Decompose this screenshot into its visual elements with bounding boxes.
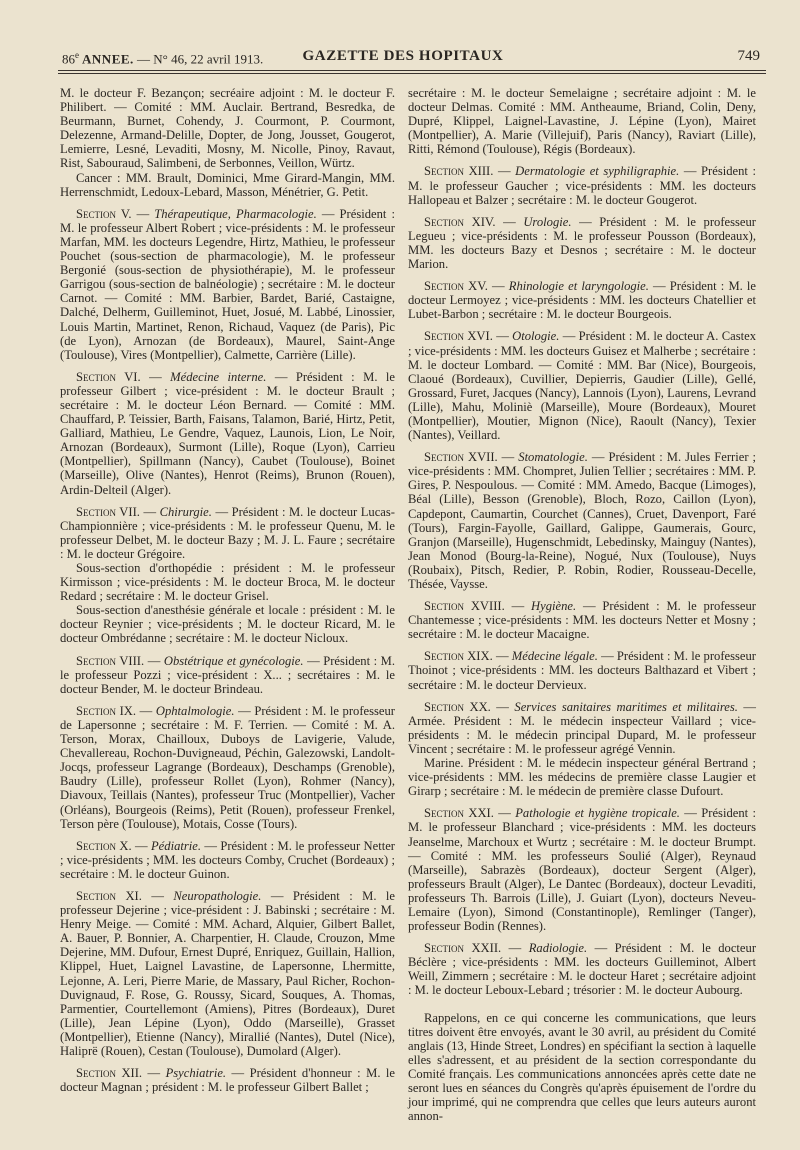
year-suffix: e [75, 50, 79, 60]
paragraph-text: — Président : M. le professeur Dejerine ; vice-président : J. Babinski ; secrétaire : M. Henry Meige. — Comité : MM. Achard, Alquier, Gilbert Ballet, A. Bauer, P. Bonnier, A. Charpentier, H. Claude, Crouzon, Mme Dejerine, MM. Dufour, Ernest Dupré, Enriquez, Guillain, Hallion, Klippel, Huet, Laignel Lavastine, de Lapersonne, Lhermitte, Lejonne, A. Leri, Pierre Marie, de Massary, Paul Richer, Rochon-Duvignaud, F. Rose, G. Roussy, Sicard, Souques, A. Thomas, Parmentier, Courtellemont (Amiens), Pitres (Bordeaux), Duret (Lille), Jean Lépine (Lyon), Oddo (Marseille), Grasset (Montpellier), Etienne (Nancy), Mirallié (Nantes), Dutel (Nice), Haliprë (Rouen), Cestan (Toulouse), Dumolard (Alger). [60, 888, 396, 1058]
section-label: Section XII. [76, 1066, 143, 1081]
section-label: Section XIII. [424, 164, 494, 179]
paragraph-text: — Président : M. le professeur Pozzi ; vice-président : X... ; secrétaires : M. le docteur Bender, M. le docteur Brindeau. [60, 653, 396, 696]
paragraph-text: — Président : M. le professeur Netter ; vice-présidents ; MM. les docteurs Comby, Cruchet (Bordeaux) ; secrétaire : M. le docteur Guinon. [60, 838, 395, 881]
paragraph-text: — Président : M. le professeur Chantemesse ; vice-présidents : MM. les docteurs Netter et Mosny ; secrétaire : M. le docteur Macaigne. [408, 599, 756, 642]
paragraph: Section XV. — Rhinologie et laryngologie. — Président : M. le docteur Lermoyez ; vice-présidents : MM. les docteurs Chatellier et Lubet-Barbon ; secrétaire : M. le docteur Bourgeois. [408, 279, 757, 322]
paragraph-text: — Président : M. le professeur Gilbert ; vice-président : M. le docteur Brault ; secrétaire : M. le docteur Léon Bernard. — Comité : MM. Chauffard, P. Teissier, Barth, Faisans, Talamon, Barié, Hirtz, Petit, Galliard, Mathieu, Le Gendre, Vaquez, Launois, Lion, Le Noir, Arnozan (Bordeaux), Surmont (Lille), Roque (Lyon), Carrieu (Montpellier), Spillmann (Nancy), Caubet (Toulouse), Boinet (Marseille), Olive (Nantes), Henrot (Reims), Brunon (Rouen), Ardin-Delteil (Alger). [60, 369, 396, 497]
section-topic: Thérapeutique, Pharmacologie. [154, 206, 317, 221]
section-topic: Stomatologie. [518, 450, 588, 465]
left-column [60, 86, 395, 1094]
paragraph: Section XX. — Services sanitaires maritimes et militaires. — Armée. Président : M. le médecin inspecteur Vaillard ; vice-présidents : M. le médecin principal Dupard, M. le professeur Vincent ; secrétaire : M. le professeur agrégé Vennin. [408, 699, 756, 756]
paragraph: Section IX. — Ophtalmologie. — Président : M. le professeur de Lapersonne ; secrétaire : M. F. Terrien. — Comité : M. A. Terson, Morax, Chailloux, Duboys de Lavigerie, Valude, Chevallereau, Rochon-Duvigneaud, Péchin, Galezowski, Landolt-Jocqs, professeur Lagrange (Bordeaux), Deschamps (Grenoble), Baudry (Lille), professeur Rollet (Lyon), Rohmer (Nancy), Diavoux, Teillais (Nantes), professeur Truc (Montpellier), Vacher (Orléans), Bourgeois (Reims), Petit (Rouen), professeur Frenkel, Terson père (Toulouse), Motais, Cosse (Tours). [60, 703, 396, 831]
paragraph-text: — Président d'honneur : M. le docteur Magnan ; président : M. le professeur Gilbert Ballet ; [60, 1066, 396, 1095]
paragraph [60, 86, 395, 171]
paragraph: Section VI. — Médecine interne. — Président : M. le professeur Gilbert ; vice-président : M. le docteur Brault ; secrétaire : M. le docteur Léon Bernard. — Comité : MM. Chauffard, P. Teissier, Barth, Faisans, Talamon, Barié, Hirtz, Petit, Galliard, Mathieu, Le Gendre, Vaquez, Launois, Lion, Le Noir, Arnozan (Bordeaux), Surmont (Lille), Roque (Lyon), Carrieu (Montpellier), Spillmann (Nancy), Caubet (Toulouse), Boinet (Marseille), Olive (Nantes), Henrot (Reims), Brunon (Rouen), Ardin-Delteil (Alger). [60, 369, 396, 497]
paragraph-text: — Armée. Président : M. le médecin inspecteur Vaillard ; vice-présidents : M. le médecin principal Dupard, M. le professeur Vincent ; secrétaire : M. le professeur agrégé Vennin. [408, 699, 756, 756]
section-topic: Neuropathologie. [173, 888, 262, 903]
section-label: Section IX. [76, 703, 137, 718]
paragraph-text: Sous-section d'orthopédie : président : M. le professeur Kirmisson ; vice-présidents : M. le docteur Broca, M. le docteur Redard ; secrétaire : M. le docteur Grisel. [60, 561, 395, 604]
paragraph [60, 603, 395, 645]
paragraph-text: — Président : M. le professeur Legueu ; vice-présidents : M. le professeur Pousson (Bordeaux), MM. les docteurs Bazy et Desnos ; secrétaire : M. le docteur Marion. [408, 214, 756, 272]
paragraph: Section XVI. — Otologie. — Président : M. le docteur A. Castex ; vice-présidents : MM. les docteurs Guisez et Malherbe ; secrétaire : M. le docteur Lombard. — Comité : MM. Bar (Nice), Bourgeois, Claoué (Bordeaux), Cuvillier, Depierris, Gaudier (Lille), Gellé, Grossard, Furet, Jacques (Nancy), Lannois (Lyon), Laurens, Levrand (Lille), Mahu, Moliniè (Marseille), Moure (Bordeaux), Mouret (Montpellier), Moutier, Mignon (Nice), Raoult (Nancy), Texier (Nantes), Veillard. [408, 329, 757, 443]
paragraph-text: — Président : M. le professeur Blanchard ; vice-présidents : MM. les docteurs Jeanselme, Marchoux et Wurtz ; secrétaire : M. le docteur Brumpt. — Comité : MM. les professeurs Soulié (Alger), Reynaud (Marseille), Sabrazès (Bordeaux), docteur Sergent (Alger), professeurs Brault (Alger), Le Dantec (Bordeaux), docteur Levaditi, professeurs Th. Barrois (Lille), J. Guiart (Lyon), docteurs Neveu-Lemaire (Lyon), Simond (Constantinople), Remlinger (Tanger), professeur Bodin (Rennes). [408, 806, 756, 934]
page-header [34, 44, 772, 68]
section-label: Section V. [76, 206, 132, 221]
section-label: Section XXI. [424, 806, 494, 821]
paragraph-text: — Président : M. le docteur Béclère ; vice-présidents : MM. les docteurs Guilleminot, Albert Weill, Zimmern ; secrétaire : M. le docteur Haret ; secrétaire adjoint : M. le docteur Leboux-Lebard ; trésorier : M. le docteur Aubourg. [408, 941, 757, 998]
paragraph-text: — Président : M. le docteur Lermoyez ; vice-présidents : MM. les docteurs Chatellier et Lubet-Barbon ; secrétaire : M. le docteur Bourgeois. [408, 279, 757, 322]
paragraph: Section XIV. — Urologie. — Président : M. le professeur Legueu ; vice-présidents : M. le professeur Pousson (Bordeaux), MM. les docteurs Bazy et Desnos ; secrétaire : M. le docteur Marion. [408, 214, 756, 272]
section-topic: Pathologie et hygiène tropicale. [515, 806, 680, 821]
section-label: Section VI. [76, 369, 141, 384]
section-topic: Hygiène. [531, 599, 577, 614]
section-label: Section XX. [424, 699, 491, 714]
paragraph [60, 561, 395, 603]
paragraph-text: — Président : M. le docteur Lucas-Championnière ; vice-présidents : M. le professeur Quenu, M. le professeur Delbet, M. le docteur Bazy ; M. J. L. Faure ; secrétaire : M. le docteur Grégoire. [60, 504, 395, 561]
section-label: Section XV. [424, 279, 488, 294]
paragraph-text: — Président : M. le professeur Thoinot ; vice-présidents : MM. les docteurs Balthazard et Vibert ; secrétaire : M. le docteur Dervieux. [408, 649, 756, 692]
paragraph: Section VII. — Chirurgie. — Président : M. le docteur Lucas-Championnière ; vice-présidents : M. le professeur Quenu, M. le professeur Delbet, M. le docteur Bazy ; M. J. L. Faure ; secrétaire : M. le docteur Grégoire. [60, 504, 395, 561]
paragraph-text: Cancer : MM. Brault, Dominici, Mme Girard-Mangin, MM. Herrenschmidt, Ledoux-Lebard, Masson, Ménétrier, G. Petit. [60, 170, 395, 199]
paragraph-text: Rappelons, en ce qui concerne les communications, que leurs titres doivent être envoyés, avant le 30 avril, au président du Comité anglais (13, Hinde Street, Londres) en spécifiant la section à laquelle elles s'adressent, et au président de la section correspondante du Comité français. Les communications annoncées après cette date ne seront lues en séances du Congrès qu'après épuisement de l'ordre du jour imprimé, qui ne comprendra que celles que leurs auteurs auront annon- [408, 1010, 756, 1124]
section-topic: Psychiatrie. [165, 1066, 227, 1081]
paragraph: Section XVIII. — Hygiène. — Président : M. le professeur Chantemesse ; vice-présidents : MM. les docteurs Netter et Mosny ; secrétaire : M. le docteur Macaigne. [408, 599, 756, 642]
paragraph: Section XII. — Psychiatrie. — Président d'honneur : M. le docteur Magnan ; président : M. le professeur Gilbert Ballet ; [60, 1066, 396, 1095]
paragraph: Section XIII. — Dermatologie et syphiligraphie. — Président : M. le professeur Gaucher ; vice-présidents : MM. les docteurs Hallopeau et Balzer ; secrétaire : M. le docteur Gougerot. [408, 164, 756, 207]
paragraph [408, 86, 756, 156]
year-number: 86 [62, 51, 75, 67]
section-topic: Urologie. [523, 214, 572, 229]
paragraph: Section V. — Thérapeutique, Pharmacologie. — Président : M. le professeur Albert Robert ; vice-présidents : M. le professeur Marfan, MM. les docteurs Legendre, Hirtz, Mathieu, le professeur Pouchet (sous-section de pharmacologie), M. le professeur Bergonié (sous-section de physiothérapie), M. le professeur Garrigou (sous-section de balnéologie) ; secrétaire : M. le docteur Carnot. — Comité : MM. Barbier, Bardet, Barié, Castaigne, Dalché, Delherm, Guilleminot, Huet, Josué, M. Labbé, Linossier, Louis Martin, Martinet, Renon, Richaud, Vaquez (de Paris), Pic (de Lyon), Arnozan (de Bordeaux), Maurel, Saint-Ange (Toulouse), Vires (Montpellier), Calmette, Carrière (Lille). [60, 206, 395, 362]
section-topic: Chirurgie. [159, 504, 212, 519]
section-topic: Radiologie. [528, 941, 588, 956]
paragraph-text: — Président : M. Jules Ferrier ; vice-présidents : MM. Chompret, Julien Tellier ; secrétaires : MM. P. Gires, P. Nespoulous. — Comité : MM. Amedo, Bacque (Limoges), Béal (Lille), Besson (Grenoble), Bloch, Rozo, Caillon (Lyon), Capdepont, Caumartin, Courchet (Cannes), Cruet, Davenport, Faré (Tours), Fargin-Fayolle, Gaillard, Galippe, Gaumerais, Gourc, Granjon (Marseille), Hugenschmidt, Lebedinsky, Mainguy (Nantes), Jean Monod (Bourg-la-Reine), Nogué, Nux (Toulouse), Nuys (Roubaix), Pitsch, Redier, P. Robin, Rodier, Rousseau-Decelle, Thésée, Vaysse. [408, 450, 756, 591]
section-topic: Obstétrique et gynécologie. [163, 653, 304, 668]
paragraph: Section XI. — Neuropathologie. — Président : M. le professeur Dejerine ; vice-président : J. Babinski ; secrétaire : M. Henry Meige. — Comité : MM. Achard, Alquier, Gilbert Ballet, A. Bauer, P. Bonnier, A. Charpentier, H. Claude, Crouzon, Mme Dejerine, MM. Dufour, Ernest Dupré, Enriquez, Guillain, Hallion, Klippel, Huet, Laignel Lavastine, de Lapersonne, Lhermitte, Lejonne, A. Leri, Pierre Marie, de Massary, Paul Richer, Rochon-Duvignaud, F. Rose, G. Roussy, Sicard, Souques, A. Thomas, Parmentier, Courtellemont (Amiens), Pitres (Bordeaux), Duret (Lille), Jean Lépine (Lyon), Oddo (Marseille), Grasset (Montpellier), Etienne (Nancy), Mirallié (Nantes), Dutel (Nice), Haliprë (Rouen), Cestan (Toulouse), Dumolard (Alger). [60, 888, 396, 1058]
paragraph-text: secrétaire : M. le docteur Semelaigne ; secrétaire adjoint : M. le docteur Delmas. Comité : MM. Antheaume, Briand, Colin, Deny, Dupré, Klippel, Laignel-Lavastine, J. Lépine (Lyon), Mairet (Montpellier), A. Marie (Villejuif), Paris (Nancy), Raviart (Lille), Ritti, Rémond (Toulouse), Régis (Bordeaux). [408, 86, 756, 157]
section-label: Section X. [76, 838, 132, 853]
section-label: Section XI. [76, 888, 142, 903]
page-number: 749 [737, 48, 760, 64]
section-topic: Pédiatrie. [150, 838, 201, 853]
section-label: Section VIII. [76, 653, 145, 668]
paragraph-text: — Président : M. le docteur A. Castex ; vice-présidents : MM. les docteurs Guisez et Malherbe ; secrétaire : M. le docteur Lombard. — Comité : MM. Bar (Nice), Bourgeois, Claoué (Bordeaux), Cuvillier, Depierris, Gaudier (Lille), Gellé, Grossard, Furet, Jacques (Nancy), Lannois (Lyon), Laurens, Levrand (Lille), Mahu, Moliniè (Marseille), Moure (Bordeaux), Mouret (Montpellier), Moutier, Mignon (Nice), Raoult (Nancy), Texier (Nantes), Veillard. [408, 329, 757, 443]
paragraph-text: M. le docteur F. Bezançon; secréaire adjoint : M. le docteur F. Philibert. — Comité : MM. Auclair. Bertrand, Besredka, de Beurmann, Burnet, Cohendy, J. Courmont, P. Courmont, Delezenne, Armand-Delille, Dopter, de Jong, Jousset, Gougerot, Lemierre, Lesné, Levaditi, Mosny, M. Nicolle, Pinoy, Ravaut, Rist, Sabouraud, Salimbeni, de Serbonnes, Veillon, Würtz. [60, 86, 395, 171]
section-label: Section XVI. [424, 329, 493, 344]
paragraph: Section X. — Pédiatrie. — Président : M. le professeur Netter ; vice-présidents ; MM. les docteurs Comby, Cruchet (Bordeaux) ; secrétaire : M. le docteur Guinon. [60, 838, 395, 881]
paragraph: Section XIX. — Médecine légale. — Président : M. le professeur Thoinot ; vice-présidents : MM. les docteurs Balthazard et Vibert ; secrétaire : M. le docteur Dervieux. [408, 649, 756, 692]
section-label: Section XXII. [424, 941, 502, 956]
section-label: Section XVII. [424, 450, 498, 465]
paragraph: Section XXI. — Pathologie et hygiène tropicale. — Président : M. le professeur Blanchard ; vice-présidents : MM. les docteurs Jeanselme, Marchoux et Wurtz ; secrétaire : M. le docteur Brumpt. — Comité : MM. les professeurs Soulié (Alger), Reynaud (Marseille), Sabrazès (Bordeaux), docteur Sergent (Alger), professeurs Brault (Alger), Le Dantec (Bordeaux), docteur Levaditi, professeurs Th. Barrois (Lille), J. Guiart (Lyon), docteurs Neveu-Lemaire (Lyon), Simond (Constantinople), Remlinger (Tanger), professeur Bodin (Rennes). [408, 806, 756, 934]
section-topic: Médecine légale. [511, 649, 598, 664]
section-label: Section XIV. [424, 214, 496, 229]
paragraph-text: — Président : M. le professeur Albert Robert ; vice-présidents : M. le professeur Marfan, MM. les docteurs Legendre, Hirtz, Mathieu, le professeur Pouchet (sous-section de pharmacologie), M. le professeur Bergonié (sous-section de physiothérapie), M. le professeur Garrigou (sous-section de balnéologie) ; secrétaire : M. le docteur Carnot. — Comité : MM. Barbier, Bardet, Barié, Castaigne, Dalché, Delherm, Guilleminot, Huet, Josué, M. Labbé, Linossier, Louis Martin, Martinet, Renon, Richaud, Vaquez (de Paris), Pic (de Lyon), Arnozan (de Bordeaux), Maurel, Saint-Ange (Toulouse), Vires (Montpellier), Calmette, Carrière (Lille). [60, 206, 395, 362]
paragraph: Section XXII. — Radiologie. — Président : M. le docteur Béclère ; vice-présidents : MM. les docteurs Guilleminot, Albert Weill, Zimmern ; secrétaire : M. le docteur Haret ; secrétaire adjoint : M. le docteur Leboux-Lebard ; trésorier : M. le docteur Aubourg. [408, 941, 757, 998]
header-rule [58, 70, 766, 71]
header-rule-thin [58, 73, 766, 74]
paragraph-text: Sous-section d'anesthésie générale et locale : président : M. le docteur Reynier ; vice-présidents ; M. le docteur Ricard, M. le docteur Ombrédanne ; secrétaire : M. le docteur Nicloux. [60, 603, 395, 646]
year-word: ANNEE. [79, 51, 134, 67]
section-label: Section XVIII. [424, 599, 505, 614]
section-topic: Otologie. [512, 329, 560, 344]
paragraph [408, 756, 756, 798]
section-topic: Services sanitaires maritimes et militaires. [514, 699, 738, 714]
section-topic: Médecine interne. [170, 369, 267, 384]
paragraph-text: — Président : M. le professeur de Lapersonne ; secrétaire : M. F. Terrien. — Comité : M. A. Terson, Morax, Chailloux, Duboys de Lavigerie, Valude, Chevallereau, Rochon-Duvigneaud, Péchin, Galezowski, Landolt-Jocqs, professeur Lagrange (Bordeaux), Deschamps (Grenoble), Baudry (Lille), professeur Rollet (Lyon), Rohmer (Nancy), Diavoux, Teillais (Nantes), professeur Truc (Montpellier), Vacher (Orléans), Bourgeois (Reims), Petit (Rouen), professeur Frenkel, Terson père (Toulouse), Motais, Cosse (Tours). [60, 703, 396, 831]
section-topic: Dermatologie et syphiligraphie. [515, 164, 680, 179]
section-topic: Rhinologie et laryngologie. [508, 279, 649, 294]
journal-title: GAZETTE DES HOPITAUX [302, 48, 504, 64]
paragraph [408, 1011, 756, 1124]
section-label: Section XIX. [424, 649, 493, 664]
paragraph: Section XVII. — Stomatologie. — Président : M. Jules Ferrier ; vice-présidents : MM. Chompret, Julien Tellier ; secrétaires : MM. P. Gires, P. Nespoulous. — Comité : MM. Amedo, Bacque (Limoges), Béal (Lille), Besson (Grenoble), Bloch, Rozo, Caillon (Lyon), Capdepont, Caumartin, Courchet (Cannes), Cruet, Davenport, Faré (Tours), Fargin-Fayolle, Gaillard, Galippe, Gaumerais, Gourc, Granjon (Marseille), Hugenschmidt, Lebedinsky, Mainguy (Nantes), Jean Monod (Bourg-la-Reine), Nogué, Nux (Toulouse), Nuys (Roubaix), Pitsch, Redier, P. Robin, Rodier, Rousseau-Decelle, Thésée, Vaysse. [408, 450, 756, 591]
paragraph-text: Marine. Président : M. le médecin inspecteur général Bertrand ; vice-présidents : MM. les médecins de première classe Laugier et Girarp ; secrétaire : M. le médecin de première classe Dufourt. [408, 756, 756, 799]
paragraph: Section VIII. — Obstétrique et gynécologie. — Président : M. le professeur Pozzi ; vice-président : X... ; secrétaires : M. le docteur Bender, M. le docteur Brindeau. [60, 653, 396, 696]
right-column [408, 86, 756, 1123]
section-label: Section VII. [76, 504, 140, 519]
paragraph [60, 171, 395, 199]
issue-date: — N° 46, 22 avril 1913. [133, 51, 264, 67]
paragraph-text: — Président : M. le professeur Gaucher ; vice-présidents : MM. les docteurs Hallopeau et Balzer ; secrétaire : M. le docteur Gougerot. [408, 164, 756, 207]
section-topic: Ophtalmologie. [155, 703, 235, 718]
